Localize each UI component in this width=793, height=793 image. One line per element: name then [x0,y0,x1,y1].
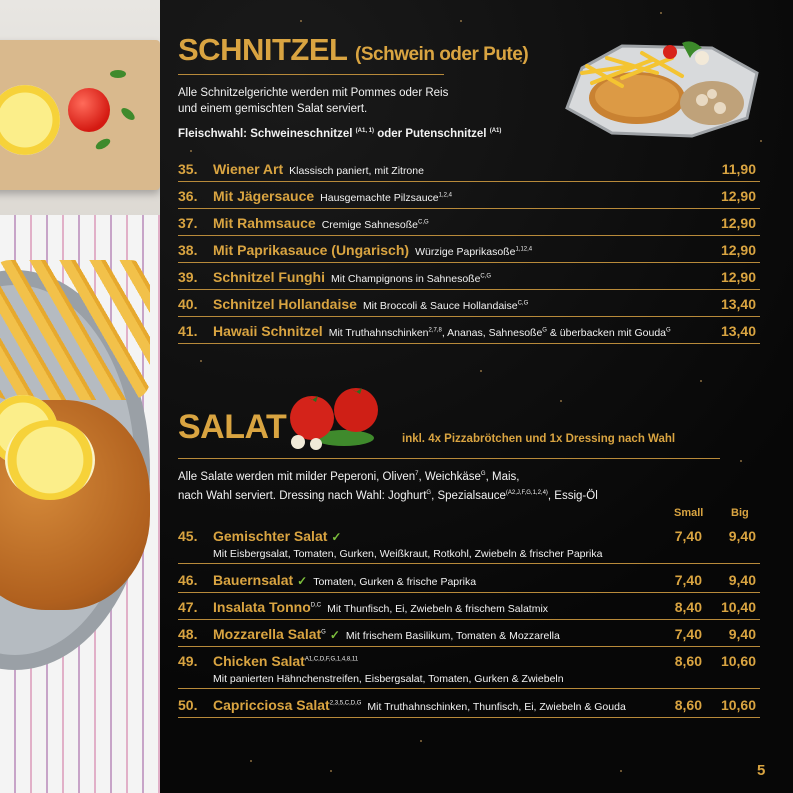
food-photo [0,0,160,793]
schnitzel-intro [178,85,501,142]
item-name: Insalata Tonno$^{D,C}$ Mit Thunfisch, Ei, Zwiebeln & frischem Salatmix [213,599,549,615]
item-description: Mit Truthahnschinken$^{2,7,8}$, Ananas, Sahnesoße$^G$ & überbacken mit Gouda$^G$ [328,327,671,339]
item-price-big: 9,40 [728,528,756,544]
menu-item-row [178,317,760,344]
item-price-small: 7,40 [674,572,702,588]
salat-divider [178,458,720,459]
menu-item-row [178,209,760,236]
menu-item-row [178,290,760,317]
allergen-code: C,G [517,300,529,307]
item-description: Mit Broccoli & Sauce Hollandaise$^{C,G}$ [362,300,529,312]
allergen-code: D,C [310,602,322,609]
salat-intro [178,466,598,504]
item-price: 12,90 [720,269,756,285]
allergen-code: G [426,489,432,496]
salat-intro-text: , Weichkäse [418,470,481,483]
vegetarian-icon: ✓ [331,530,342,544]
item-price: 12,90 [720,188,756,204]
heading-divider [178,74,444,75]
item-price-big: 9,40 [728,626,756,642]
allergen-code: 1,12,4 [515,246,533,253]
schnitzel-intro-line: und einem gemischten Salat serviert. [178,103,368,115]
salat-intro-line [178,485,598,504]
item-number: 46. [178,572,198,588]
star-dot [420,740,422,742]
item-number: 35. [178,161,198,177]
star-dot [250,760,252,762]
tomato [68,88,110,132]
fries [0,260,150,400]
allergen-code: C,G [418,219,429,226]
star-dot [760,140,762,142]
salat-title: SALAT [178,408,287,446]
allergen-code: G [542,327,547,334]
salat-intro-text: , Essig-Öl [547,489,598,502]
item-name: Schnitzel Hollandaise Mit Broccoli & Sauce Hollandaise$^{C,G}$ [213,296,529,312]
menu-item-row [178,263,760,290]
star-dot [560,400,562,402]
item-name: Schnitzel Funghi Mit Champignons in Sahnesoße$^{C,G}$ [213,269,492,285]
salat-intro-text: nach Wahl serviert. Dressing nach Wahl: Joghurt [178,489,427,502]
item-description: Mit panierten Hähnchenstreifen, Eisbergsalat, Tomaten, Gurken & Zwiebeln [213,673,564,685]
vegetarian-icon: ✓ [329,628,340,642]
item-price: 13,40 [720,296,756,312]
menu-item-row [178,647,760,689]
item-number: 47. [178,599,198,615]
meat-choice-text: Fleischwahl: Schweineschnitzel [178,127,353,140]
item-number: 36. [178,188,198,204]
item-name: Wiener Art Klassisch paniert, mit Zitrone [213,161,424,177]
item-name: Mit Rahmsauce Cremige Sahnesoße$^{C,G}$ [213,215,429,231]
item-number: 38. [178,242,198,258]
item-name: Mit Jägersauce Hausgemachte Pilzsauce$^{1,2,4}$ [213,188,453,204]
page-number: 5 [757,762,766,779]
salat-intro-text: Alle Salate werden mit milder Peperoni, Oliven [178,470,416,483]
item-price: 11,90 [721,161,756,177]
item-description: Mit Truthahnschinken, Thunfisch, Ei, Zwiebeln & Gouda [367,701,626,713]
item-description: Mit Eisbergsalat, Tomaten, Gurken, Weißkraut, Rotkohl, Zwiebeln & frischer Paprika [213,548,603,560]
menu-item-row [178,593,760,620]
item-number: 49. [178,653,198,669]
allergen-code: (A1) [489,128,502,134]
item-price: 12,90 [720,215,756,231]
item-description: Mit frischem Basilikum, Tomaten & Mozzarella [345,630,560,642]
star-dot [660,12,662,14]
menu-item-row [178,691,760,718]
item-price-small: 8,60 [674,653,702,669]
item-number: 41. [178,323,198,339]
menu-item-row [178,182,760,209]
lemon-slice [5,420,95,500]
menu-item-row [178,620,760,647]
item-number: 37. [178,215,198,231]
schnitzel-heading [178,32,528,68]
salat-intro-line [178,466,598,485]
allergen-code: (A1, 1) [355,128,375,134]
star-dot [190,150,192,152]
allergen-code: 7 [415,471,419,477]
salat-note: inkl. 4x Pizzabrötchen und 1x Dressing nach Wahl [402,433,676,445]
item-price-big: 10,40 [720,599,756,615]
item-name: Capricciosa Salat$^{2,3,5,C,D,G}$ Mit Truthahnschinken, Thunfisch, Ei, Zwiebeln & Gouda [213,697,626,713]
star-dot [330,770,332,772]
allergen-code: C,G [480,273,492,280]
schnitzel-title: SCHNITZEL [178,32,347,67]
item-price-small: 7,40 [674,626,702,642]
item-description: Cremige Sahnesoße$^{C,G}$ [321,219,429,231]
star-dot [620,770,622,772]
item-price-big: 9,40 [728,572,756,588]
menu-item-row [178,155,760,182]
star-dot [200,360,202,362]
menu-item-row [178,522,760,564]
item-description: Würzige Paprikasoße$^{1,12,4}$ [415,246,533,258]
allergen-code: G [321,629,326,636]
herb [110,70,126,78]
meat-choice-text: oder Putenschnitzel [377,127,487,140]
star-dot [740,460,742,462]
allergen-code: 2,3,5,C,D,G [329,700,362,707]
menu-item-row [178,566,760,593]
item-number: 50. [178,697,198,713]
star-dot [700,380,702,382]
item-description: Mit Thunfisch, Ei, Zwiebeln & frischem Salatmix [327,603,549,615]
item-name: Chicken Salat$^{A1,C,D,F,G,1,4,8,11}$ [213,653,359,669]
schnitzel-subtitle: (Schwein oder Pute) [355,44,529,65]
item-number: 39. [178,269,198,285]
item-price-big: 10,60 [720,697,756,713]
salat-intro-text: , Spezialsauce [431,489,506,502]
item-price-small: 8,40 [674,599,702,615]
item-name: Mit Paprikasauce (Ungarisch) Würzige Paprikasoße$^{1,12,4}$ [213,242,533,258]
item-price-small: 8,60 [674,697,702,713]
meat-choice [178,123,501,142]
star-dot [300,20,302,22]
item-name: Mozzarella Salat$^G$ ✓ Mit frischem Basilikum, Tomaten & Mozzarella [213,626,560,642]
menu-item-row [178,236,760,263]
item-price: 13,40 [720,323,756,339]
item-number: 40. [178,296,198,312]
item-description: Hausgemachte Pilzsauce$^{1,2,4}$ [320,192,453,204]
item-price: 12,90 [720,242,756,258]
schnitzel-dish-image [562,38,762,138]
item-price-big: 10,60 [720,653,756,669]
item-number: 48. [178,626,198,642]
size-big-header: Big [731,507,749,519]
allergen-code: A1,C,D,F,G,1,4,8,11 [304,656,359,663]
salat-intro-text: , Mais, [485,470,520,483]
allergen-code: 2,7,8 [428,327,442,334]
size-small-header: Small [674,507,704,519]
item-name: Hawaii Schnitzel Mit Truthahnschinken$^{2,7,8}$, Ananas, Sahnesoße$^G$ & überbacken mit Gouda$^G$ [213,323,671,339]
item-description: Mit Champignons in Sahnesoße$^{C,G}$ [331,273,492,285]
item-price-small: 7,40 [674,528,702,544]
allergen-code: (A2,J,F,G,1,2,4) [505,489,548,496]
tomato-image [284,380,394,452]
item-name: Gemischter Salat ✓ [213,528,342,544]
item-number: 45. [178,528,198,544]
vegetarian-icon: ✓ [297,574,308,588]
schnitzel-intro-line: Alle Schnitzelgerichte werden mit Pommes oder Reis [178,87,449,99]
allergen-code: 1,2,4 [438,192,453,199]
allergen-code: G [666,327,671,334]
star-dot [460,20,462,22]
item-description: Tomaten, Gurken & frische Paprika [313,576,477,588]
allergen-code: G [480,471,486,477]
item-name: Bauernsalat ✓ Tomaten, Gurken & frische Paprika [213,572,477,588]
star-dot [480,370,482,372]
item-description: Klassisch paniert, mit Zitrone [289,165,424,177]
